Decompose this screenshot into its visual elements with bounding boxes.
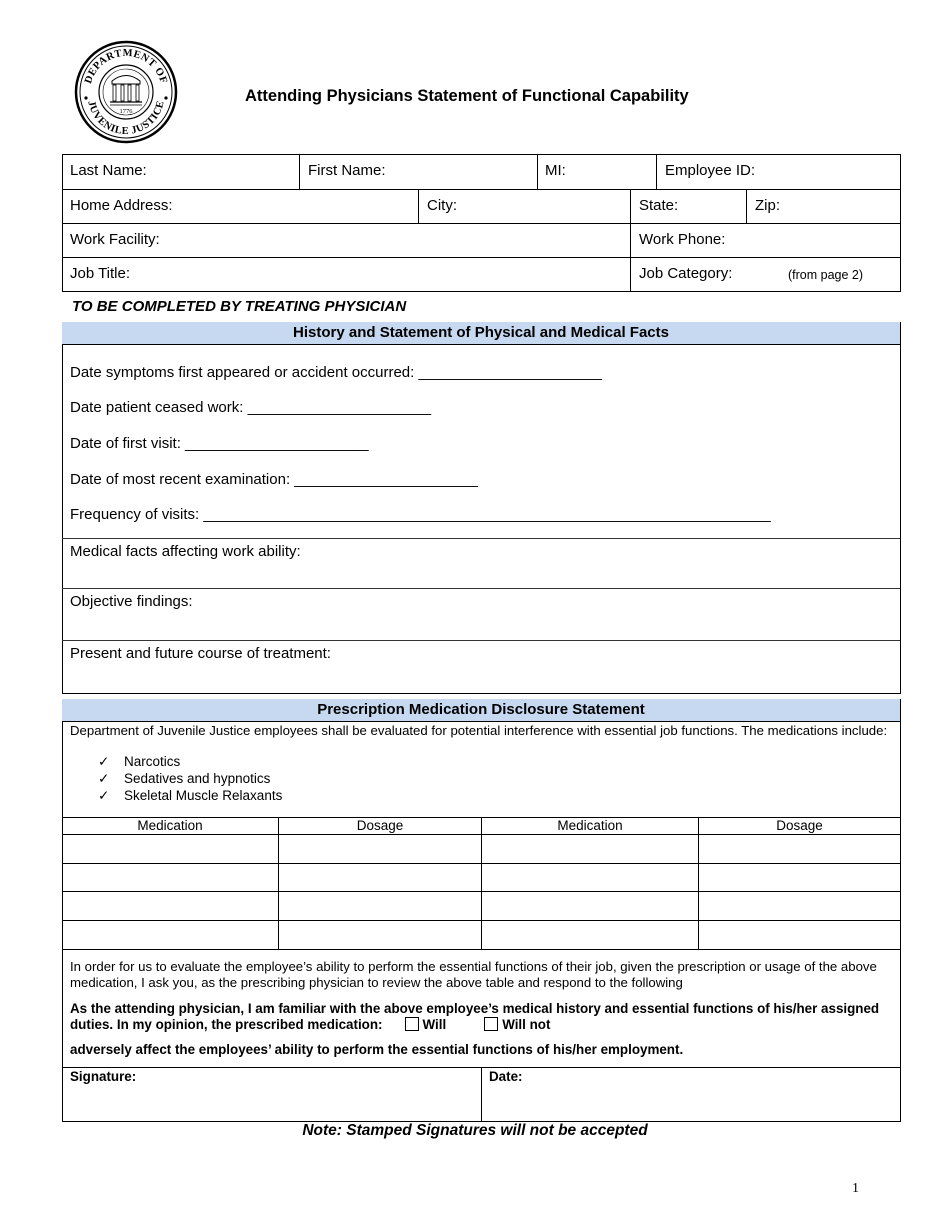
- check-mark-icon: ✓: [98, 771, 110, 786]
- page-number: 1: [852, 1181, 859, 1196]
- zip-label: Zip:: [755, 197, 781, 214]
- will-checkbox[interactable]: [405, 1017, 419, 1031]
- check-mark-icon: ✓: [98, 754, 110, 769]
- svg-text:DEPARTMENT OF: DEPARTMENT OF: [83, 47, 169, 86]
- last-name-label: Last Name:: [70, 162, 147, 179]
- prescription-header: Prescription Medication Disclosure Statement: [62, 699, 900, 722]
- list-item: ✓ Narcotics: [98, 754, 181, 769]
- job-category-note: (from page 2): [788, 268, 864, 282]
- stamped-signature-note: Note: Stamped Signatures will not be accepted: [302, 1122, 648, 1139]
- column-header-medication: Medication: [137, 818, 203, 833]
- first-name-label: First Name:: [308, 162, 386, 179]
- will-option[interactable]: Will: [405, 1017, 447, 1032]
- date-recent-exam-label: Date of most recent examination: ______________________: [70, 471, 478, 488]
- evaluation-request: In order for us to evaluate the employee’s ability to perform the essential functions of their job, given the prescription or usage of the above medication, I ask you, as the prescribing physician to review the above table and respond to the following: [70, 959, 877, 990]
- date-ceased-label: Date patient ceased work: ______________________: [70, 399, 432, 416]
- signature-field[interactable]: Signature:: [70, 1069, 137, 1084]
- svg-text:JUVENILE JUSTICE: JUVENILE JUSTICE: [85, 99, 167, 138]
- job-title-label: Job Title:: [70, 265, 131, 282]
- date-field[interactable]: Date:: [489, 1069, 523, 1084]
- medical-facts-label: Medical facts affecting work ability:: [70, 543, 301, 560]
- work-phone-label: Work Phone:: [639, 231, 726, 248]
- list-item: ✓ Skeletal Muscle Relaxants: [98, 788, 283, 803]
- department-seal-logo: [74, 40, 178, 144]
- form-title: Attending Physicians Statement of Functional Capability: [245, 87, 689, 105]
- treatment-label: Present and future course of treatment:: [70, 645, 331, 662]
- list-item: ✓ Sedatives and hypnotics: [98, 771, 271, 786]
- column-header-dosage: Dosage: [356, 818, 404, 833]
- svg-text:1776: 1776: [119, 108, 133, 115]
- history-header: History and Statement of Physical and Medical Facts: [62, 322, 900, 345]
- check-mark-icon: ✓: [98, 788, 110, 803]
- employee-id-label: Employee ID:: [665, 162, 756, 179]
- frequency-label: Frequency of visits: ____________________________________________________________________: [70, 506, 771, 523]
- prescription-intro: Department of Juvenile Justice employees shall be evaluated for potential interference with essential job functions. The medications include:: [70, 723, 888, 738]
- city-label: City:: [427, 197, 457, 214]
- work-facility-label: Work Facility:: [70, 231, 160, 248]
- will-not-option[interactable]: Will not: [484, 1017, 550, 1032]
- state-label: State:: [639, 197, 679, 214]
- job-category-label: Job Category:: [639, 265, 733, 282]
- physician-section-note: TO BE COMPLETED BY TREATING PHYSICIAN: [72, 298, 407, 315]
- date-first-visit-label: Date of first visit: ______________________: [70, 435, 369, 452]
- column-header-dosage: Dosage: [776, 818, 823, 833]
- physician-statement: As the attending physician, I am familiar with the above employee’s medical history and essential functions of his/her assigned duties. In my opinion, the prescribed medication: Will Will not: [70, 1001, 880, 1032]
- will-not-checkbox[interactable]: [484, 1017, 498, 1031]
- statement-conclusion: adversely affect the employees’ ability to perform the essential functions of his/her employment.: [70, 1042, 684, 1057]
- column-header-medication: Medication: [557, 818, 623, 833]
- home-address-label: Home Address:: [70, 197, 173, 214]
- date-symptoms-label: Date symptoms first appeared or accident occurred: ______________________: [70, 364, 603, 381]
- objective-findings-label: Objective findings:: [70, 593, 193, 610]
- mi-label: MI:: [545, 162, 566, 179]
